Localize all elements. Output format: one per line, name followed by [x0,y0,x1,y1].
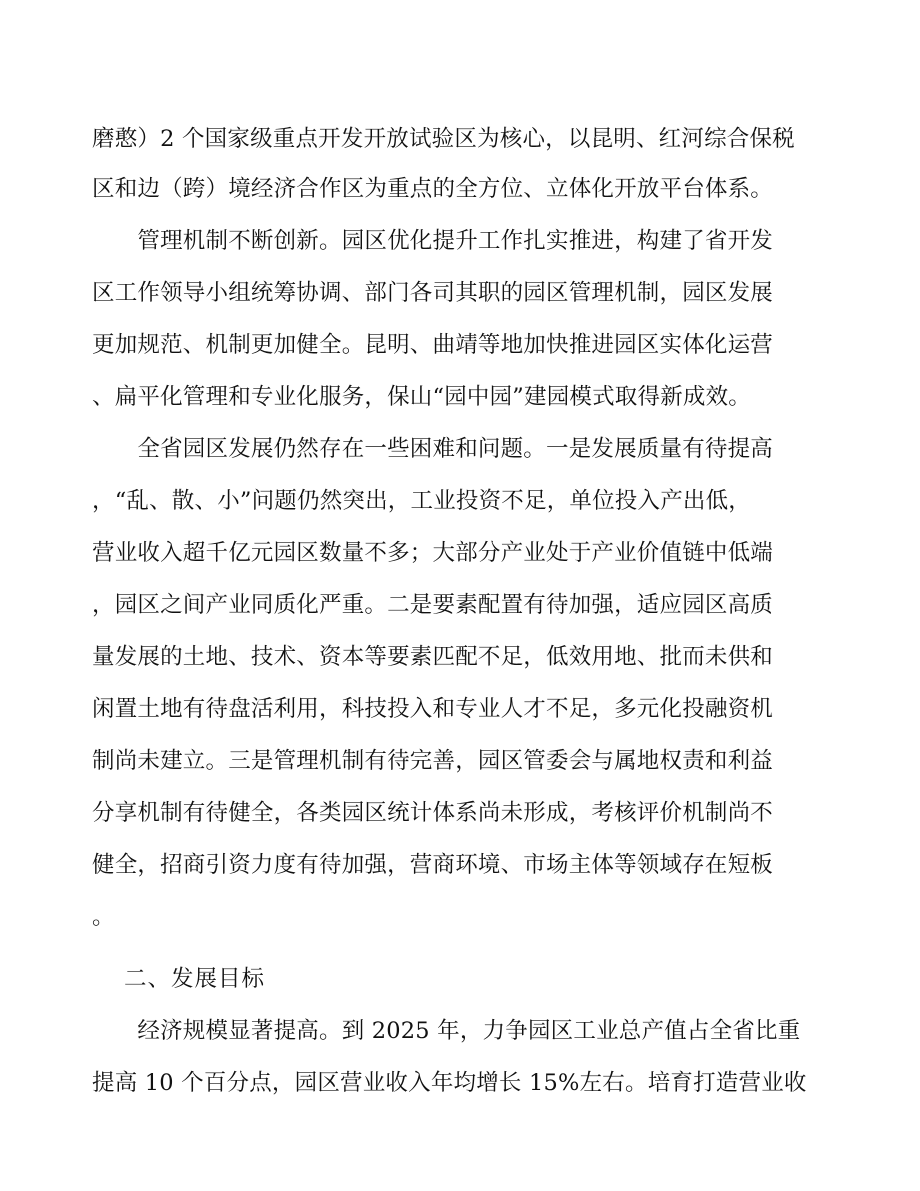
paragraph-line: 、扁平化管理和专业化服务，保山“园中园”建园模式取得新成效。 [92,384,752,410]
paragraph-line: ，园区之间产业同质化严重。二是要素配置有待加强，适应园区高质 [92,592,774,618]
paragraph-line: 分享机制有待健全，各类园区统计体系尚未形成，考核评价机制尚不 [92,800,774,826]
paragraph-line: 全省园区发展仍然存在一些困难和问题。一是发展质量有待提高 [92,436,774,462]
paragraph-line: 区和边（跨）境经济合作区为重点的全方位、立体化开放平台体系。 [92,176,774,202]
paragraph-line: 经济规模显著提高。到 2025 年，力争园区工业总产值占全省比重 [92,1018,801,1044]
paragraph-line: 闲置土地有待盘活利用，科技投入和专业人才不足，多元化投融资机 [92,696,774,722]
paragraph-line: 管理机制不断创新。园区优化提升工作扎实推进，构建了省开发 [92,228,774,254]
paragraph-line: 量发展的土地、技术、资本等要素匹配不足，低效用地、批而未供和 [92,644,774,670]
paragraph-line: 提高 10 个百分点，园区营业收入年均增长 15%左右。培育打造营业收 [92,1070,807,1096]
paragraph-line: 营业收入超千亿元园区数量不多；大部分产业处于产业价值链中低端 [92,540,774,566]
paragraph-line: 。 [92,904,115,930]
section-heading: 二、发展目标 [124,966,266,992]
paragraph-line: 制尚未建立。三是管理机制有待完善，园区管委会与属地权责和利益 [92,748,774,774]
paragraph-line: 健全，招商引资力度有待加强，营商环境、市场主体等领域存在短板 [92,852,774,878]
paragraph-line: 区工作领导小组统筹协调、部门各司其职的园区管理机制，园区发展 [92,280,774,306]
paragraph-line: ，“乱、散、小”问题仍然突出，工业投资不足，单位投入产出低， [92,488,752,514]
paragraph-line: 磨憨）2 个国家级重点开发开放试验区为核心，以昆明、红河综合保税 [92,126,795,152]
paragraph-line: 更加规范、机制更加健全。昆明、曲靖等地加快推进园区实体化运营 [92,332,774,358]
